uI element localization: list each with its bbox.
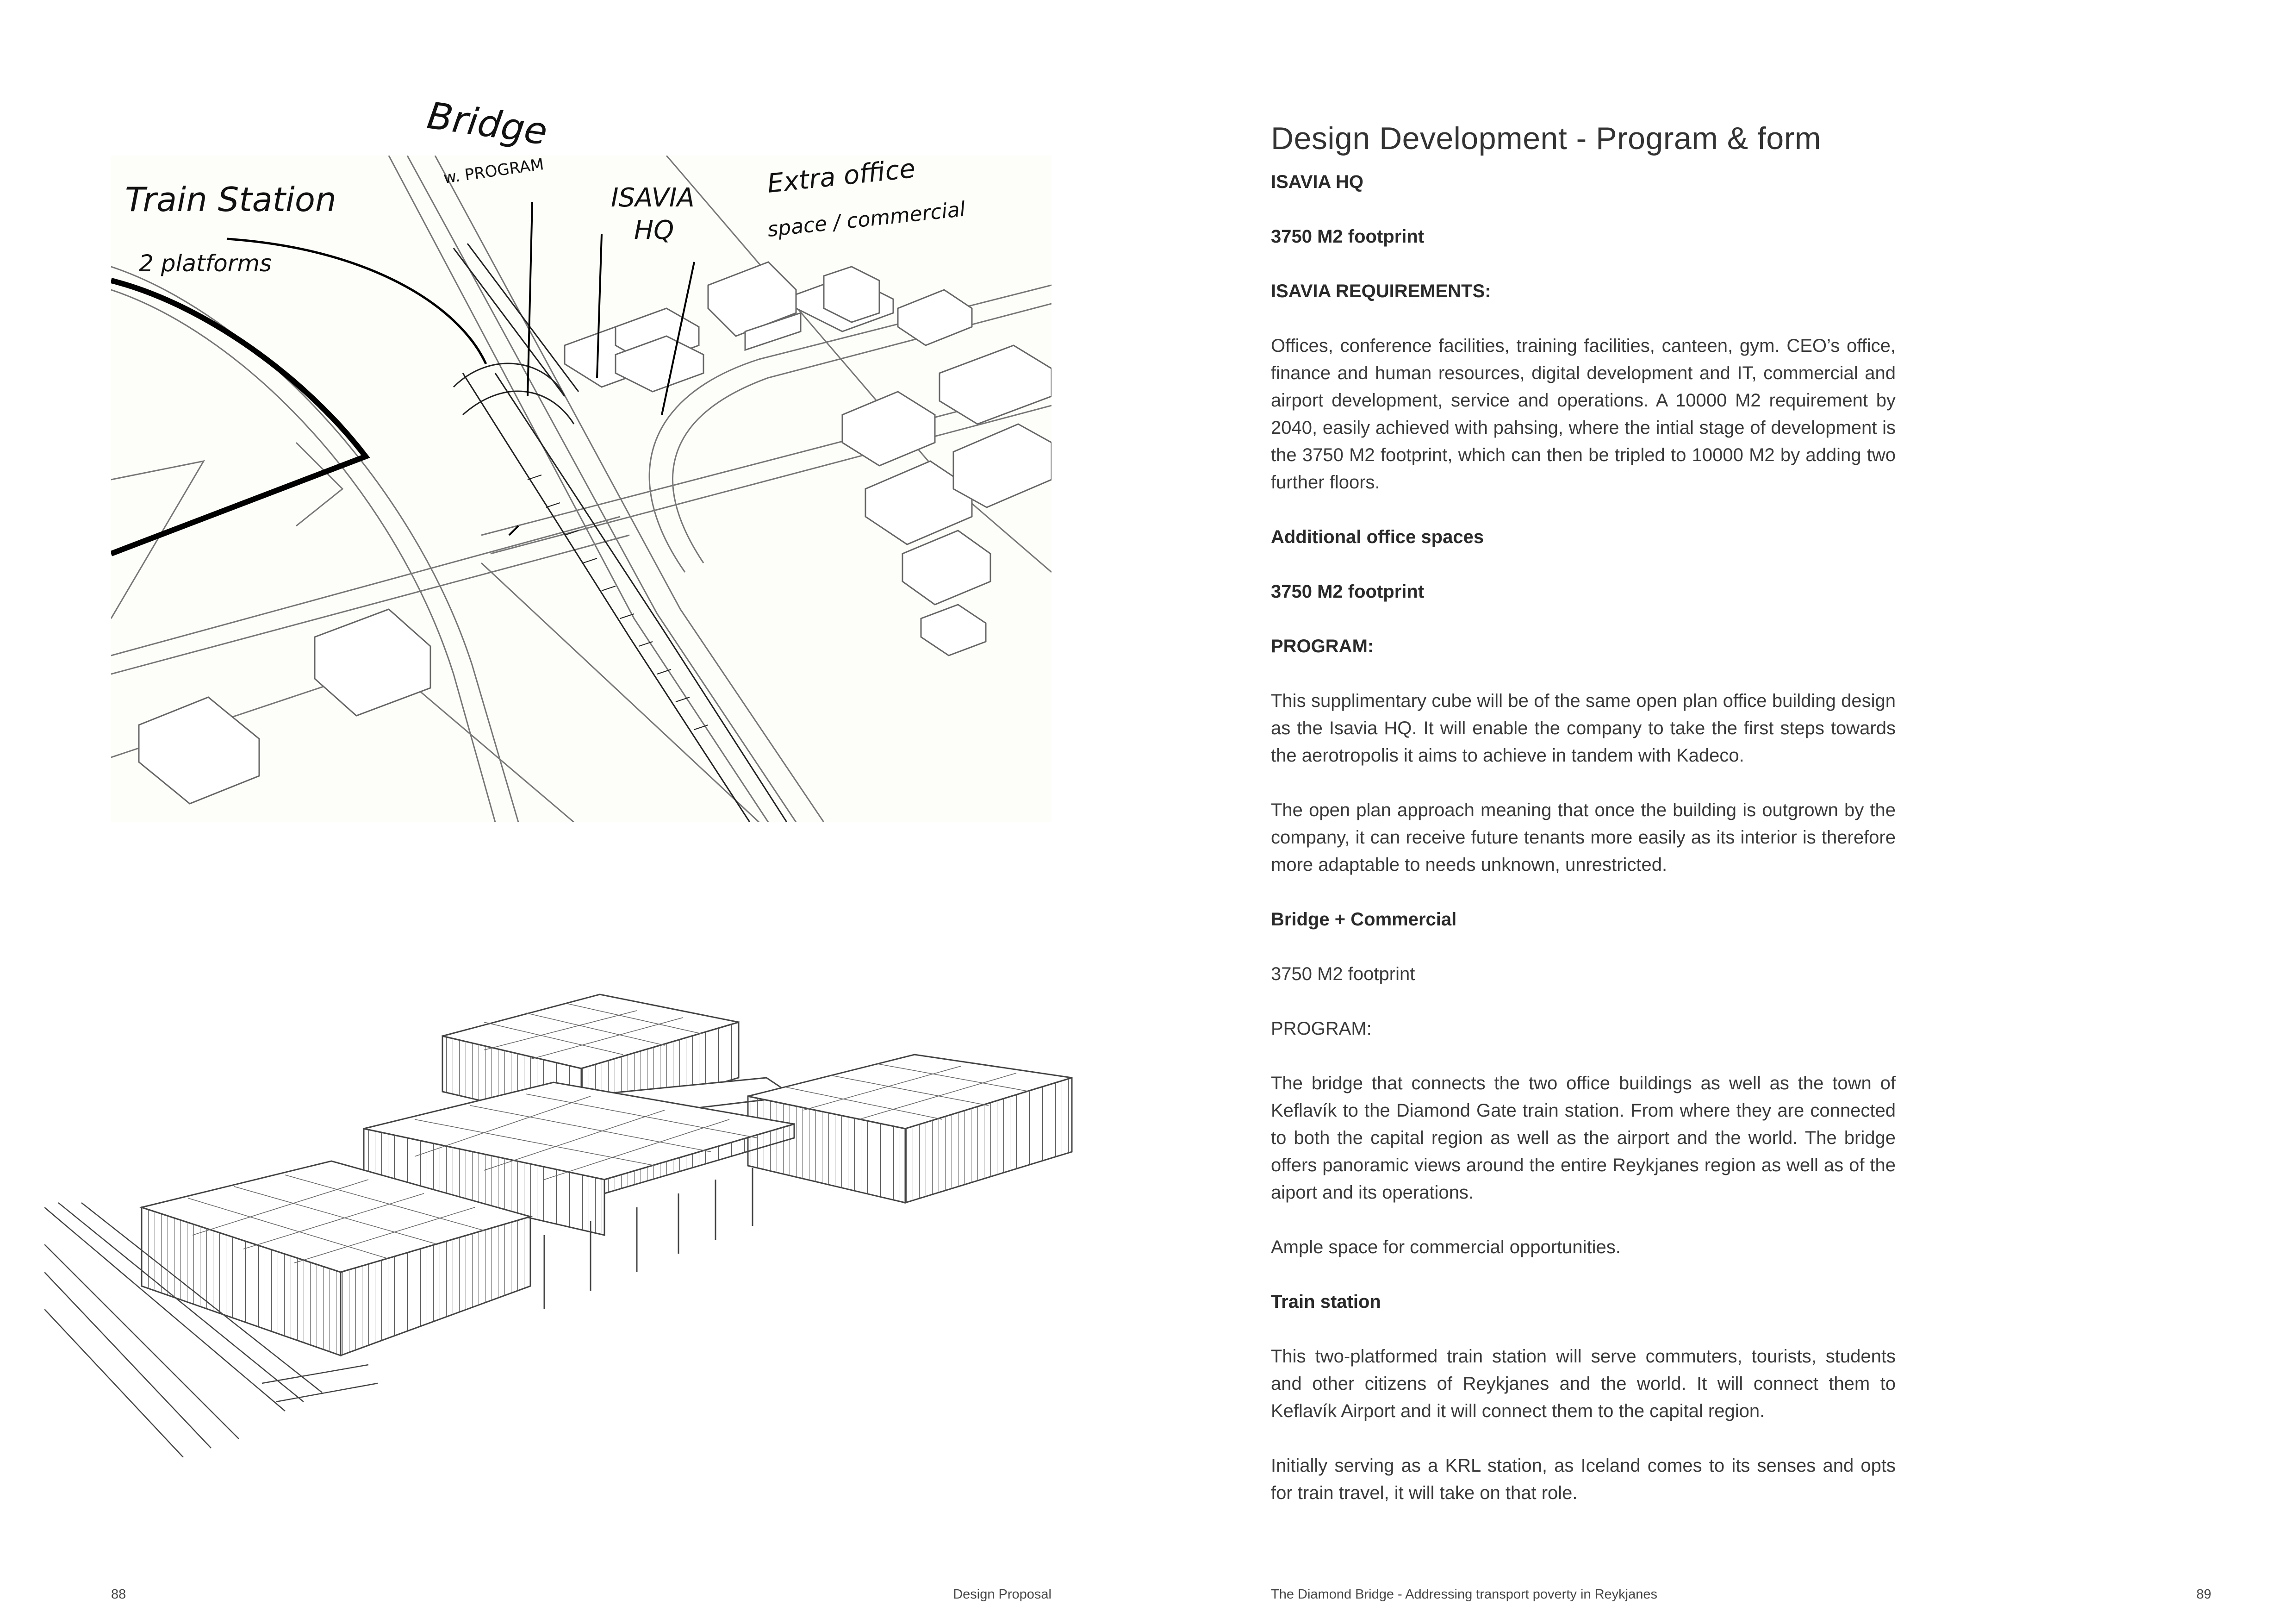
- heading-hq-footprint: 3750 M2 footprint: [1271, 226, 1425, 247]
- heading-train-station: Train station: [1271, 1292, 1381, 1312]
- paragraph-krl: Initially serving as a KRL station, as Iceland comes to its senses and opts for train travel, it will take on that role.: [1271, 1455, 1896, 1503]
- building-model-drawing: [44, 985, 1081, 1457]
- right-page-number: 89: [2196, 1587, 2211, 1602]
- paragraph-bridge-program: PROGRAM:: [1271, 1018, 1372, 1039]
- heading-bridge-commercial: Bridge + Commercial: [1271, 909, 1457, 930]
- paragraph-open-plan: The open plan approach meaning that once the building is outgrown by the company, it can receive future tenants more easily as its interior is therefore more adaptable to needs unknown, unrestricted.: [1271, 800, 1896, 875]
- annotation-bridge: Bridge: [424, 94, 550, 154]
- heading-isavia-hq: ISAVIA HQ: [1271, 172, 1364, 192]
- left-footer-section: Design Proposal: [953, 1587, 1052, 1602]
- annotation-extra-office-sub: space / commercial: [766, 197, 967, 242]
- paragraph-supplementary-cube: This supplimentary cube will be of the same open plan office building design as the Isavia HQ. It will enable the company to take the first steps towards the aerotropolis it aims to achieve in tandem with Kadeco.: [1271, 691, 1896, 766]
- site-sketch: [111, 94, 1052, 822]
- heading-program: PROGRAM:: [1271, 636, 1374, 656]
- left-page-number: 88: [111, 1587, 126, 1602]
- heading-office-footprint: 3750 M2 footprint: [1271, 581, 1425, 602]
- bridge-annotation: [417, 86, 602, 206]
- paragraph-train-station: This two-platformed train station will serve commuters, tourists, students and other citizens of Reykjanes and the world. It will connect them to Keflavík Airport and it will connect them to the capital region.: [1271, 1346, 1896, 1421]
- annotation-hq: HQ: [634, 215, 674, 245]
- annotation-platforms: 2 platforms: [139, 250, 272, 277]
- paragraph-commercial: Ample space for commercial opportunities.: [1271, 1237, 1621, 1257]
- page-title: Design Development - Program & form: [1271, 121, 1822, 156]
- annotation-isavia: ISAVIA: [611, 183, 695, 213]
- annotation-bridge-sub: w. PROGRAM: [442, 155, 545, 187]
- annotation-extra-office: Extra office: [765, 156, 917, 199]
- paragraph-requirements: Offices, conference facilities, training facilities, canteen, gym. CEO’s office, finance and human resources, digital development and IT, commercial and airport development, service and operations. A 10000 M2 requirement by 2040, easily achieved with pahsing, where the intial stage of development is the 3750 M2 footprint, which can then be tripled to 10000 M2 by adding two further floors.: [1271, 336, 1896, 493]
- text-column: [1271, 120, 1896, 1534]
- paragraph-bridge: The bridge that connects the two office buildings as well as the town of Keflavík to the Diamond Gate train station. From where they are connected to both the capital region as well as the airport and the world. The bridge offers panoramic views around the entire Reykjanes region as well as of the aiport and its operations.: [1271, 1073, 1896, 1203]
- right-footer-publication: The Diamond Bridge - Addressing transport poverty in Reykjanes: [1271, 1587, 1657, 1602]
- paragraph-bridge-footprint: 3750 M2 footprint: [1271, 964, 1415, 984]
- annotation-train-station: Train Station: [125, 180, 336, 219]
- heading-additional-office: Additional office spaces: [1271, 527, 1484, 547]
- heading-isavia-requirements: ISAVIA REQUIREMENTS:: [1271, 281, 1491, 301]
- site-sketch-drawing: [111, 156, 1052, 822]
